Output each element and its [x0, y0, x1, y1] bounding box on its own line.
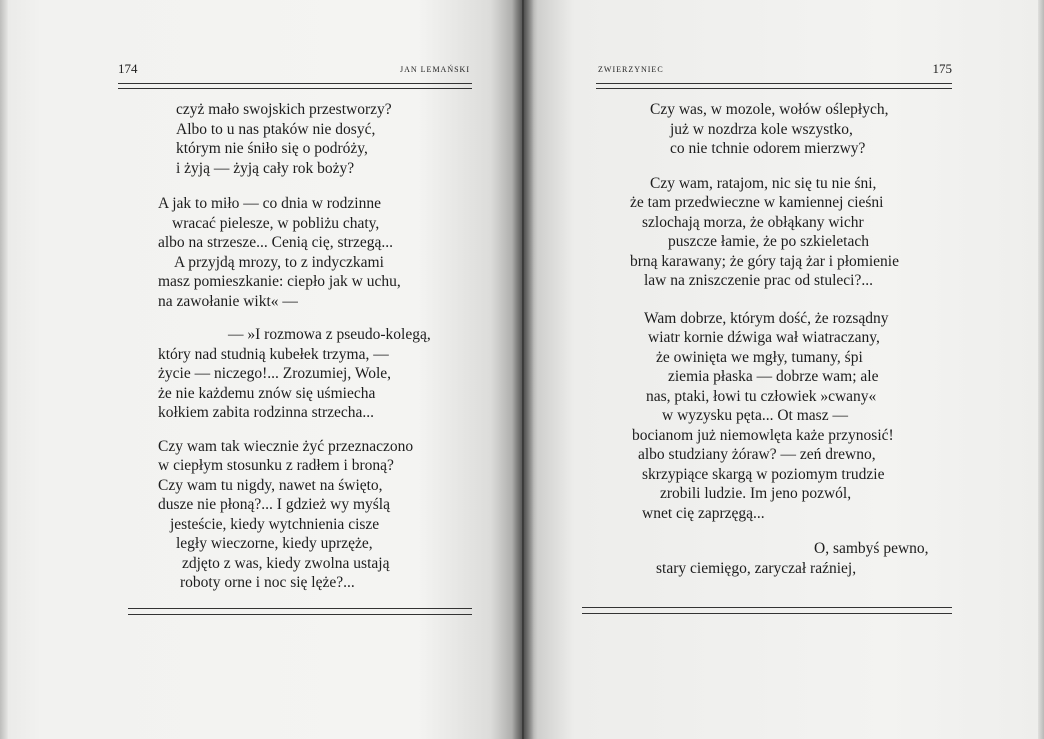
verse-line: i żyją — żyją cały rok boży?	[176, 159, 355, 177]
verse-line: co nie tchnie odorem mierzwy?	[670, 140, 866, 157]
verse-line: A jak to miło — co dnia w rodzinne	[158, 195, 381, 212]
stanza-gap	[604, 523, 954, 539]
verse-line: Albo to u nas ptaków nie dosyć,	[176, 120, 376, 138]
verse-line: albo studziany żóraw? — zeń drewno,	[638, 446, 876, 463]
right-page-header	[598, 60, 952, 78]
verse-line: zdjęto z was, kiedy zwolna ustają	[182, 554, 390, 572]
stanza	[158, 194, 468, 311]
verse-line: życie — niczego!... Zrozumiej, Wole,	[158, 365, 392, 382]
verse-line: nas, ptaki, łowi tu człowiek »cwany«	[646, 387, 877, 405]
verse-line: skrzypiące skargą w poziomym trudzie	[642, 465, 885, 483]
verse-line: wiatr kornie dźwiga wał wiatraczany,	[648, 329, 880, 346]
verse-line: Wam dobrze, którym dość, że rozsądny	[644, 309, 889, 327]
stanza-gap	[158, 311, 468, 325]
right-footer-rule	[582, 607, 952, 614]
verse-line: brną karawany; że góry tają żar i płomienie	[630, 252, 899, 270]
right-page	[522, 0, 1044, 739]
left-page-text	[158, 100, 468, 593]
verse-line: jesteście, kiedy wytchnienia cisze	[170, 515, 380, 533]
verse-line: stary ciemięgo, zaryczał raźniej,	[656, 559, 857, 577]
verse-line: A przyjdą mrozy, to z indyczkami	[174, 253, 384, 271]
verse-line: wracać pielesze, w pobliżu chaty,	[172, 214, 380, 232]
verse-line: Czy wam tu nigdy, nawet na święto,	[158, 476, 383, 494]
verse-line: roboty orne i noc się lęże?...	[180, 574, 355, 591]
stanza	[604, 174, 954, 291]
verse-line: masz pomieszkanie: ciepło jak w uchu,	[158, 273, 401, 290]
verse-line: w wyzysku pęta... Ot masz —	[662, 407, 848, 424]
verse-line: którym nie śniło się o podróży,	[176, 140, 368, 157]
verse-line: ziemia płaska — dobrze wam; ale	[668, 368, 879, 385]
right-header-rule	[596, 83, 952, 89]
left-running-head: JAN LEMAŃSKI	[400, 65, 470, 74]
verse-line: — »I rozmowa z pseudo-kolegą,	[228, 326, 431, 343]
stanza-gap	[158, 423, 468, 437]
left-page-edge	[0, 0, 8, 739]
verse-line: albo na strzesze... Cenią cię, strzegą...	[158, 234, 393, 251]
verse-line: że nie każdemu znów się uśmiecha	[158, 384, 376, 402]
stanza-gap	[604, 291, 954, 309]
stanza	[604, 309, 954, 524]
verse-line: na zawołanie wikt« —	[158, 292, 298, 310]
left-page-header	[118, 60, 470, 78]
stanza-gap	[158, 178, 468, 194]
verse-line: O, sambyś pewno,	[814, 540, 929, 557]
stanza	[158, 437, 468, 593]
verse-line: że owinięta we mgły, tumany, śpi	[656, 348, 863, 366]
verse-line: bocianom już niemowlęta każe przynosić!	[632, 426, 894, 444]
stanza	[604, 539, 954, 578]
verse-line: law na zniszczenie prac od stuleci?...	[644, 272, 873, 289]
verse-line: legły wieczorne, kiedy uprzęże,	[176, 535, 373, 552]
verse-line: dusze nie płoną?... I gdzież wy myślą	[158, 496, 390, 513]
verse-line: w ciepłym stosunku z radłem i broną?	[158, 457, 394, 474]
right-page-text	[604, 100, 954, 578]
left-footer-rule	[128, 608, 472, 615]
verse-line: że tam przedwieczne w kamiennej cieśni	[630, 194, 884, 211]
verse-line: czyż mało swojskich przestworzy?	[176, 101, 392, 118]
left-header-rule	[118, 83, 472, 89]
stanza	[158, 100, 468, 178]
verse-line: Czy was, w mozole, wołów oślepłych,	[650, 101, 889, 118]
book-gutter	[512, 0, 534, 739]
right-page-number: 175	[932, 61, 952, 76]
verse-line: Czy wam, ratajom, nic się tu nie śni,	[650, 174, 877, 192]
stanza-gap	[604, 159, 954, 174]
verse-line: kołkiem zabita rodzinna strzecha...	[158, 404, 375, 421]
verse-line: puszcze łamie, że po szkieletach	[668, 233, 869, 250]
right-page-edge	[1038, 0, 1044, 739]
verse-line: Czy wam tak wiecznie żyć przeznaczono	[158, 437, 414, 455]
verse-line: zrobili ludzie. Im jeno pozwól,	[660, 485, 852, 502]
verse-line: który nad studnią kubełek trzyma, —	[158, 345, 389, 363]
verse-line: wnet cię zaprzęgą...	[642, 504, 765, 522]
stanza	[158, 325, 468, 423]
left-page-number: 174	[118, 61, 138, 76]
stanza	[604, 100, 954, 159]
right-running-head: ZWIERZYNIEC	[598, 65, 664, 74]
verse-line: już w nozdrza kole wszystko,	[670, 120, 853, 138]
verse-line: szlochają morza, że obłąkany wichr	[642, 213, 864, 231]
